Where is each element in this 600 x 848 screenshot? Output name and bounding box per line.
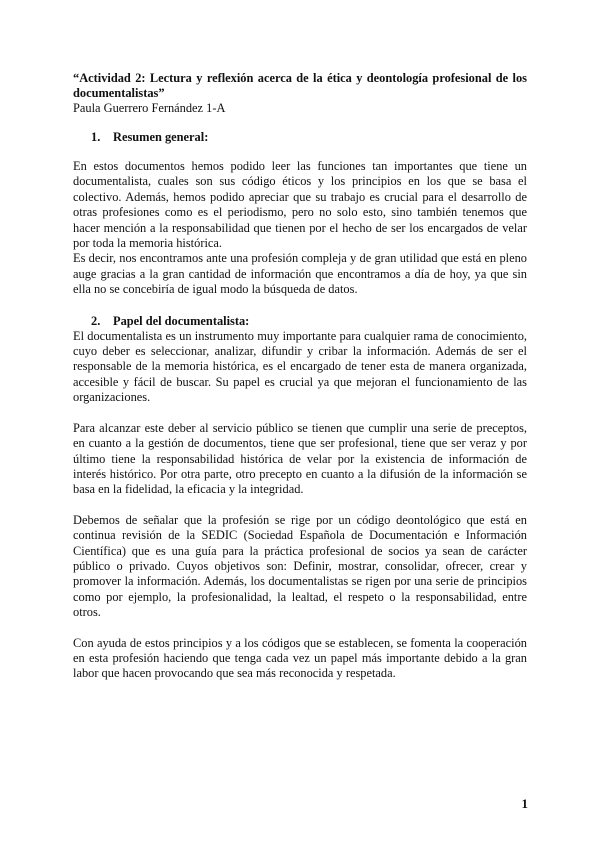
- section-heading-papel: [91, 314, 527, 329]
- paragraph: Con ayuda de estos principios y a los códigos que se establecen, se fomenta la cooperación en esta profesión haciendo que tenga cada vez un papel más importante debido a la gran labor que hacen provocando que sea más reconocida y respetada.: [73, 635, 527, 681]
- document-body: [73, 71, 527, 682]
- paragraph: El documentalista es un instrumento muy importante para cualquier rama de conocimiento, cuyo deber es seleccionar, analizar, difundir y cribar la información. Además de ser el responsable de la memoria histórica, es el encargado de tener esta de manera organizada, accesible y fácil de buscar. Su papel es crucial ya que mejoran el funcionamiento de las organizaciones.: [73, 328, 527, 405]
- paragraph: Debemos de señalar que la profesión se rige por un código deontológico que está en continua revisión de la SEDIC (Sociedad Española de Documentación e Información Científica) que es una guía para la práctica profesional de socios ya sean de carácter público o privado. Cuyos objetivos son: Definir, mostrar, consolidar, ofrecer, crear y promover la información. Además, los documentalistas se rigen por una serie de principios como por ejemplo, la profesionalidad, la lealtad, el respeto o la responsabilidad, entre otros.: [73, 512, 527, 620]
- section-heading-text: Resumen general:: [113, 130, 209, 144]
- page-number: 1: [521, 796, 528, 811]
- document-title: “Actividad 2: Lectura y reflexión acerca de la ética y deontología profesional de los documentalistas”: [73, 71, 527, 100]
- paragraph: Es decir, nos encontramos ante una profesión compleja y de gran utilidad que está en pleno auge gracias a la gran cantidad de información que encontramos a día de hoy, ya que sin ella no se concebiría de igual modo la búsqueda de datos.: [73, 251, 527, 297]
- document-author: Paula Guerrero Fernández 1-A: [73, 101, 226, 115]
- section-number: 2.: [91, 313, 101, 328]
- section-number: 1.: [91, 130, 101, 144]
- paragraph: Para alcanzar este deber al servicio público se tienen que cumplir una serie de preceptos, en cuanto a la gestión de documentos, tiene que ser profesional, tiene que ser veraz y por último tiene la responsabilidad histórica de velar por la existencia de información de interés histórico. Por otra parte, otro precepto en cuanto a la difusión de la información se basa en la fidelidad, la eficacia y la integridad.: [73, 420, 527, 497]
- section-heading-text: Papel del documentalista:: [113, 313, 250, 328]
- section-heading-resumen: [91, 130, 527, 145]
- paragraph: En estos documentos hemos podido leer las funciones tan importantes que tiene un documentalista, cuales son sus código éticos y los principios en los que se basa el colectivo. Además, hemos podido apreciar que su trabajo es crucial para el desarrollo de otras profesiones como es el periodismo, pero no solo esto, sino también tenemos que hacer mención a la responsabilidad que tienen por el hecho de ser los encargados de velar por toda la memoria histórica.: [73, 159, 527, 251]
